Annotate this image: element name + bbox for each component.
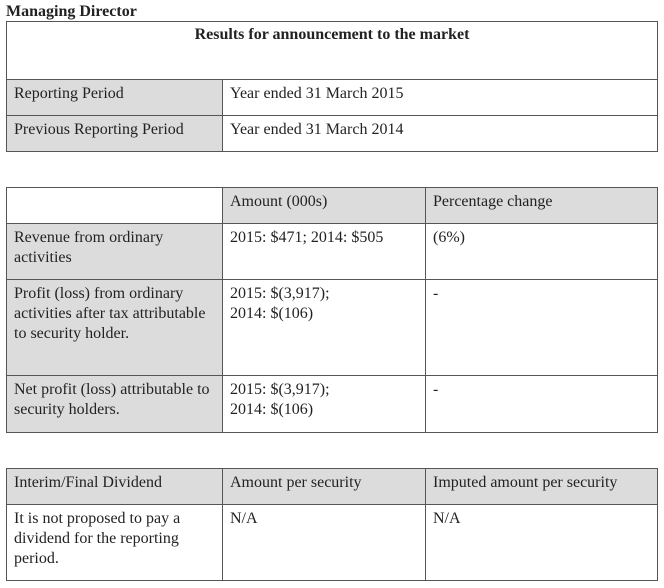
amount-line: 2015: $(3,917); bbox=[230, 285, 330, 302]
amount-line: 2015: $(3,917); bbox=[230, 381, 330, 398]
dividend-label: It is not proposed to pay a dividend for the reporting period. bbox=[7, 505, 223, 581]
header-amount: Amount (000s) bbox=[223, 188, 426, 224]
reporting-period-label: Reporting Period bbox=[7, 80, 223, 116]
header-dividend: Interim/Final Dividend bbox=[7, 469, 223, 505]
revenue-change: (6%) bbox=[426, 224, 658, 280]
header-amount-per-security: Amount per security bbox=[223, 469, 426, 505]
table-header-row bbox=[7, 188, 658, 224]
table-row bbox=[7, 505, 658, 581]
reporting-period-value: Year ended 31 March 2015 bbox=[223, 80, 658, 116]
header-imputed-amount: Imputed amount per security bbox=[426, 469, 658, 505]
dividend-imputed: N/A bbox=[426, 505, 658, 581]
net-profit-label: Net profit (loss) attributable to security holders. bbox=[7, 376, 223, 433]
header-blank bbox=[7, 188, 223, 224]
amount-line: 2015: $471; 2014: $505 bbox=[230, 229, 384, 246]
previous-period-label: Previous Reporting Period bbox=[7, 116, 223, 152]
profit-amount bbox=[223, 280, 426, 376]
results-table bbox=[6, 21, 658, 152]
page-heading: Managing Director bbox=[6, 3, 137, 20]
net-profit-change: - bbox=[426, 376, 658, 433]
previous-period-value: Year ended 31 March 2014 bbox=[223, 116, 658, 152]
net-profit-amount bbox=[223, 376, 426, 433]
results-title: Results for announcement to the market bbox=[7, 22, 658, 80]
financial-table bbox=[6, 187, 658, 433]
revenue-label: Revenue from ordinary activities bbox=[7, 224, 223, 280]
table-row bbox=[7, 116, 658, 152]
dividend-amount: N/A bbox=[223, 505, 426, 581]
results-title-row bbox=[7, 22, 658, 80]
profit-change: - bbox=[426, 280, 658, 376]
table-row bbox=[7, 224, 658, 280]
profit-label: Profit (loss) from ordinary activities after tax attributable to security holder. bbox=[7, 280, 223, 376]
header-percentage-change: Percentage change bbox=[426, 188, 658, 224]
amount-line: 2014: $(106) bbox=[230, 401, 314, 418]
revenue-amount bbox=[223, 224, 426, 280]
table-row bbox=[7, 376, 658, 433]
dividend-table bbox=[6, 468, 658, 581]
table-header-row bbox=[7, 469, 658, 505]
table-row bbox=[7, 80, 658, 116]
amount-line: 2014: $(106) bbox=[230, 305, 314, 322]
table-row bbox=[7, 280, 658, 376]
